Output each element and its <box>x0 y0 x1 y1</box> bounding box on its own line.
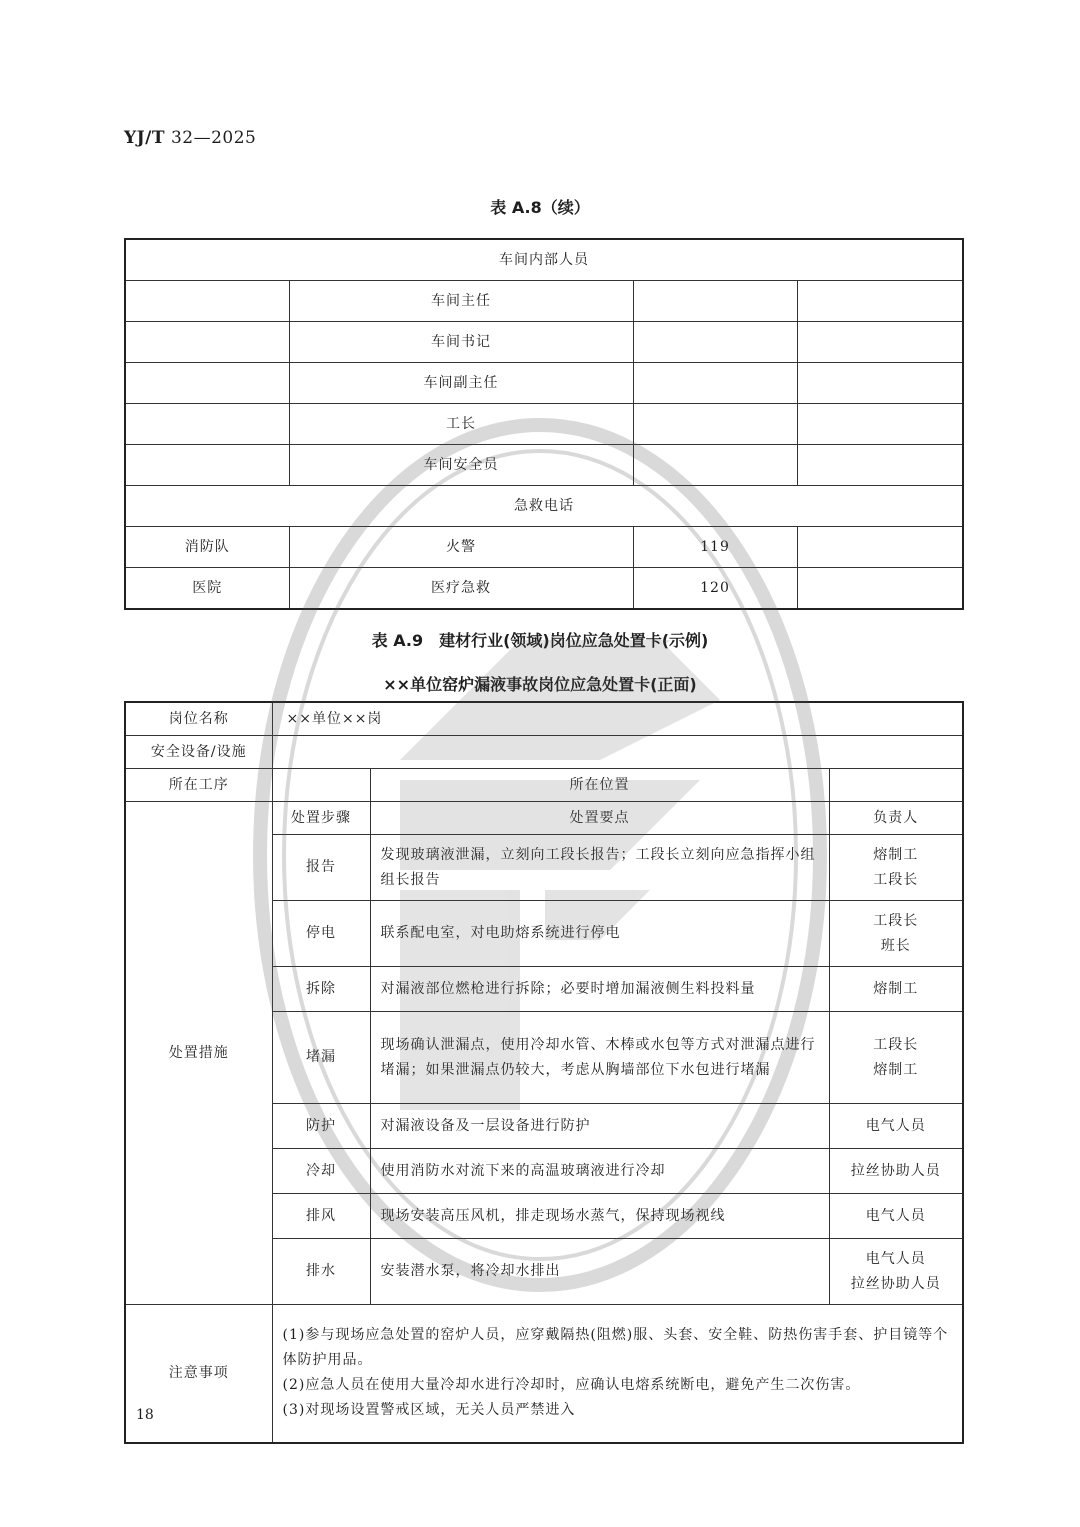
step-point: 现场确认泄漏点，使用冷却水管、木棒或水包等方式对泄漏点进行堵漏；如果泄漏点仍较大，考虑从胸墙部位下水包进行堵漏 <box>370 1012 829 1104</box>
emergency-number: 119 <box>633 527 797 568</box>
standard-code <box>124 128 256 148</box>
step-owner <box>829 1149 963 1194</box>
table-a9-subtitle: ××单位窑炉漏液事故岗位应急处置卡(正面) <box>383 675 697 694</box>
col-owner-header: 负责人 <box>829 802 963 835</box>
step-name: 防护 <box>272 1104 370 1149</box>
table-row <box>125 445 963 486</box>
step-owner <box>829 1012 963 1104</box>
step-point: 对漏液部位燃枪进行拆除；必要时增加漏液侧生料投料量 <box>370 967 829 1012</box>
table-a8-caption: 表 A.8（续） <box>490 198 590 217</box>
step-point: 使用消防水对流下来的高温玻璃液进行冷却 <box>370 1149 829 1194</box>
equipment-label: 安全设备/设施 <box>125 736 272 769</box>
step-point: 安装潜水泵，将冷却水排出 <box>370 1239 829 1305</box>
owner-line: 电气人员 <box>865 1207 926 1224</box>
owner-line: 熔制工 <box>873 980 919 997</box>
owner-line: 电气人员 <box>865 1117 926 1134</box>
step-name: 排水 <box>272 1239 370 1305</box>
step-owner <box>829 901 963 967</box>
table-row <box>125 568 963 610</box>
table-row <box>125 802 963 835</box>
step-owner <box>829 967 963 1012</box>
emergency-service: 火警 <box>289 527 633 568</box>
table-row <box>125 322 963 363</box>
step-point: 对漏液设备及一层设备进行防护 <box>370 1104 829 1149</box>
emergency-unit: 医院 <box>125 568 289 610</box>
measures-label: 处置措施 <box>125 802 272 1305</box>
staff-role: 车间主任 <box>289 281 633 322</box>
table-row <box>125 363 963 404</box>
post-name-value: ××单位××岗 <box>272 702 963 736</box>
owner-line: 拉丝协助人员 <box>850 1162 941 1179</box>
section-title-emergency: 急救电话 <box>125 486 963 527</box>
owner-line: 工段长 <box>873 871 919 888</box>
standard-number: 32—2025 <box>170 128 257 148</box>
note-item: (3)对现场设置警戒区域，无关人员严禁进入 <box>282 1402 576 1419</box>
step-name: 拆除 <box>272 967 370 1012</box>
owner-line: 工段长 <box>873 1036 919 1053</box>
step-point: 发现玻璃液泄漏，立刻向工段长报告；工段长立刻向应急指挥小组组长报告 <box>370 835 829 901</box>
step-owner <box>829 1239 963 1305</box>
owner-line: 熔制工 <box>873 846 919 863</box>
step-point: 现场安装高压风机，排走现场水蒸气，保持现场视线 <box>370 1194 829 1239</box>
step-name: 堵漏 <box>272 1012 370 1104</box>
notes-content <box>272 1305 963 1443</box>
step-name: 冷却 <box>272 1149 370 1194</box>
staff-role: 车间书记 <box>289 322 633 363</box>
table-row <box>125 702 963 736</box>
notes-label: 注意事项 <box>125 1305 272 1443</box>
step-owner <box>829 1104 963 1149</box>
standard-prefix: YJ/T <box>124 128 166 148</box>
table-a9 <box>124 701 964 1444</box>
section-title-staff: 车间内部人员 <box>125 239 963 281</box>
note-item: (1)参与现场应急处置的窑炉人员，应穿戴隔热(阻燃)服、头套、安全鞋、防热伤害手套、护目镜等个体防护用品。 <box>282 1327 949 1369</box>
table-a8 <box>124 238 964 610</box>
emergency-unit: 消防队 <box>125 527 289 568</box>
table-row <box>125 404 963 445</box>
owner-line: 熔制工 <box>873 1061 919 1078</box>
step-name: 排风 <box>272 1194 370 1239</box>
staff-role: 车间副主任 <box>289 363 633 404</box>
step-owner <box>829 1194 963 1239</box>
staff-role: 工长 <box>289 404 633 445</box>
table-row <box>125 769 963 802</box>
post-name-label: 岗位名称 <box>125 702 272 736</box>
note-item: (2)应急人员在使用大量冷却水进行冷却时，应确认电熔系统断电，避免产生二次伤害。 <box>282 1377 861 1394</box>
step-owner <box>829 835 963 901</box>
emergency-number: 120 <box>633 568 797 610</box>
step-point: 联系配电室，对电助熔系统进行停电 <box>370 901 829 967</box>
table-row <box>125 736 963 769</box>
owner-line: 电气人员 <box>865 1250 926 1267</box>
page-number: 18 <box>136 1407 154 1423</box>
col-step-header: 处置步骤 <box>272 802 370 835</box>
table-a9-caption: 表 A.9 建材行业(领域)岗位应急处置卡(示例) <box>371 631 709 650</box>
step-name: 报告 <box>272 835 370 901</box>
table-row <box>125 1305 963 1443</box>
process-label: 所在工序 <box>125 769 272 802</box>
owner-line: 班长 <box>880 937 911 954</box>
step-name: 停电 <box>272 901 370 967</box>
owner-line: 工段长 <box>873 912 919 929</box>
col-points-header: 处置要点 <box>370 802 829 835</box>
owner-line: 拉丝协助人员 <box>850 1275 941 1292</box>
table-row <box>125 281 963 322</box>
staff-role: 车间安全员 <box>289 445 633 486</box>
emergency-service: 医疗急救 <box>289 568 633 610</box>
location-label: 所在位置 <box>370 769 829 802</box>
table-row <box>125 527 963 568</box>
